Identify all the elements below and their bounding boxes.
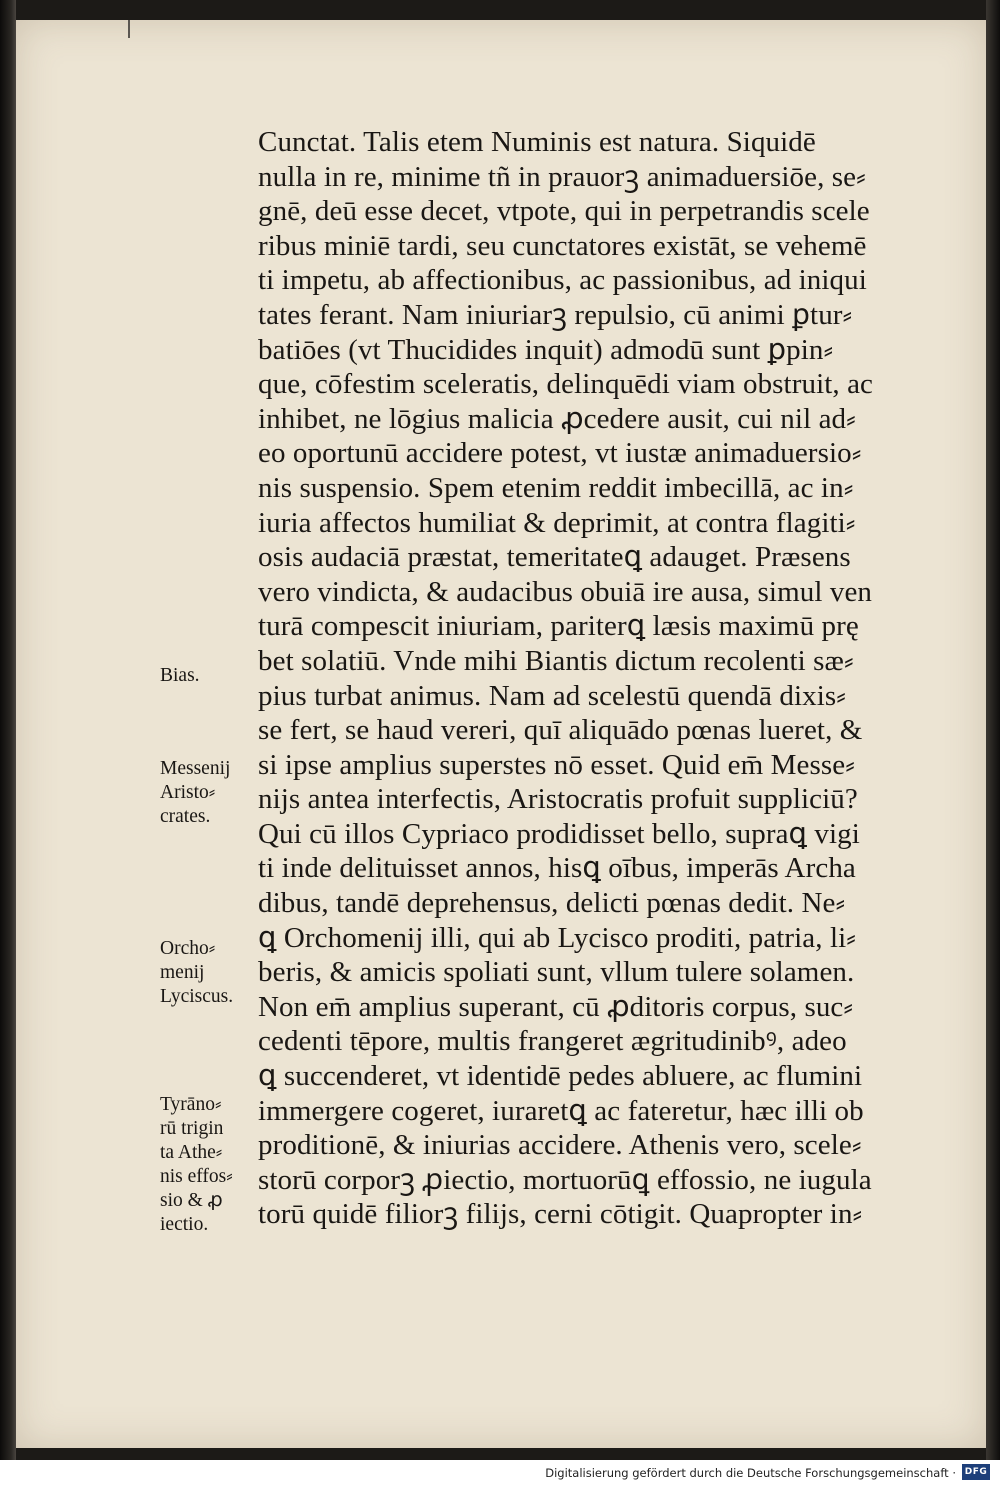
margin-note-bias [160,664,280,688]
margin-note-line: Aristo⸗ [160,782,216,803]
text-line: torū quidē filiorꝫ filijs, cerni cōtigit. Quapropter in⸗ [258,1198,863,1231]
margin-note-messenii [160,757,280,829]
margin-note-line: nis effos⸗ [160,1166,233,1187]
margin-note-tyrannorum [160,1093,280,1237]
margin-note-line: Messenij [160,758,231,779]
margin-note-line: rū trigin [160,1118,224,1139]
text-line: bet solatiū. Vnde mihi Biantis dictum recolenti sæ⸗ [258,644,854,677]
text-line: vero vindicta, & audacibus obuiā ire ausa, simul ven [258,575,873,608]
main-text-block [258,125,948,1232]
text-line: Cunctat. Talis etem Numinis est natura. Siquidē [258,126,816,158]
text-line: pius turbat animus. Nam ad scelestū quendā dixis⸗ [258,679,847,712]
text-line: ti inde delituisset annos, hisꝗ oībus, imperās Archa [258,852,856,885]
text-line: ꝗ succenderet, vt identidē pedes abluere, ac flumini [258,1060,863,1093]
margin-note-orchomenii [160,937,280,1009]
text-line: ꝗ Orchomenij illi, qui ab Lycisco proditi, patria, li⸗ [258,921,857,954]
text-line: nijs antea interfectis, Aristocratis profuit suppliciū? [258,783,858,816]
text-line: ribus miniē tardi, seu cunctatores existāt, se vehemē [258,229,867,262]
margin-note-line: sio & ꝓ [160,1190,223,1211]
text-line: que, cōfestim sceleratis, delinquēdi viam obstruit, ac [258,368,874,401]
margin-note-line: iectio. [160,1214,209,1235]
text-line: iuria affectos humiliat & deprimit, at contra flagiti⸗ [258,506,856,539]
margin-note-line: menij [160,962,205,983]
text-line: eo oportunū accidere potest, vt iustæ animaduersio⸗ [258,437,862,470]
text-line: si ipse amplius superstes nō esset. Quid em̄ Messe⸗ [258,748,856,781]
text-line: nis suspensio. Spem etenim reddit imbecillā, ac in⸗ [258,471,854,504]
page-mark [128,20,130,38]
text-line: se fert, se haud vereri, quī aliquādo pœnas lueret, & [258,714,863,747]
margin-note-line: Orcho⸗ [160,938,216,959]
text-line: beris, & amicis spoliati sunt, vllum tulere solamen. [258,956,855,989]
text-line: cedenti tēpore, multis frangeret ægritudinibꝰ, adeo [258,1025,847,1058]
text-line: Non em̄ amplius superant, cū ꝓditoris corpus, suc⸗ [258,990,854,1023]
text-line: turā compescit iniuriam, pariterꝗ læsis maximū prę [258,610,859,643]
margin-note-line: Lyciscus. [160,986,234,1007]
funding-credit: Digitalisierung gefördert durch die Deutsche Forschungsgemeinschaft · [545,1466,956,1480]
text-line: proditionē, & iniurias accidere. Athenis vero, scele⸗ [258,1129,862,1162]
dfg-logo[interactable]: DFG [962,1464,990,1480]
book-edge-right [986,0,1000,1460]
margin-note-line: Bias. [160,665,200,686]
text-line: gnē, deū esse decet, vtpote, qui in perpetrandis scele [258,195,870,228]
book-binding-left [0,0,16,1460]
margin-note-line: ta Athe⸗ [160,1142,223,1163]
text-line: immergere cogeret, iuraretꝗ ac fateretur, hæc illi ob [258,1094,864,1127]
text-line: ti impetu, ab affectionibus, ac passionibus, ad iniqui [258,264,867,297]
text-line: tates ferant. Nam iniuriarꝫ repulsio, cū animi ꝑtur⸗ [258,298,853,331]
text-line: osis audaciā præstat, temeritateꝗ adauget. Præsens [258,541,851,574]
text-line: inhibet, ne lōgius malicia ꝓcedere ausit, cui nil ad⸗ [258,402,856,435]
text-line: dibus, tandē deprehensus, delicti pœnas dedit. Ne⸗ [258,887,846,920]
margin-note-line: crates. [160,806,211,827]
text-line: Qui cū illos Cypriaco prodidisset bello, supraꝗ vigi [258,817,860,850]
margin-note-line: Tyrāno⸗ [160,1094,222,1115]
text-line: nulla in re, minime tñ in prauorꝫ animaduersiōe, se⸗ [258,160,866,193]
text-line: batiōes (vt Thucidides inquit) admodū sunt ꝑpin⸗ [258,333,834,366]
text-line: storū corporꝫ ꝓiectio, mortuorūꝗ effossio, ne iugula [258,1163,872,1196]
